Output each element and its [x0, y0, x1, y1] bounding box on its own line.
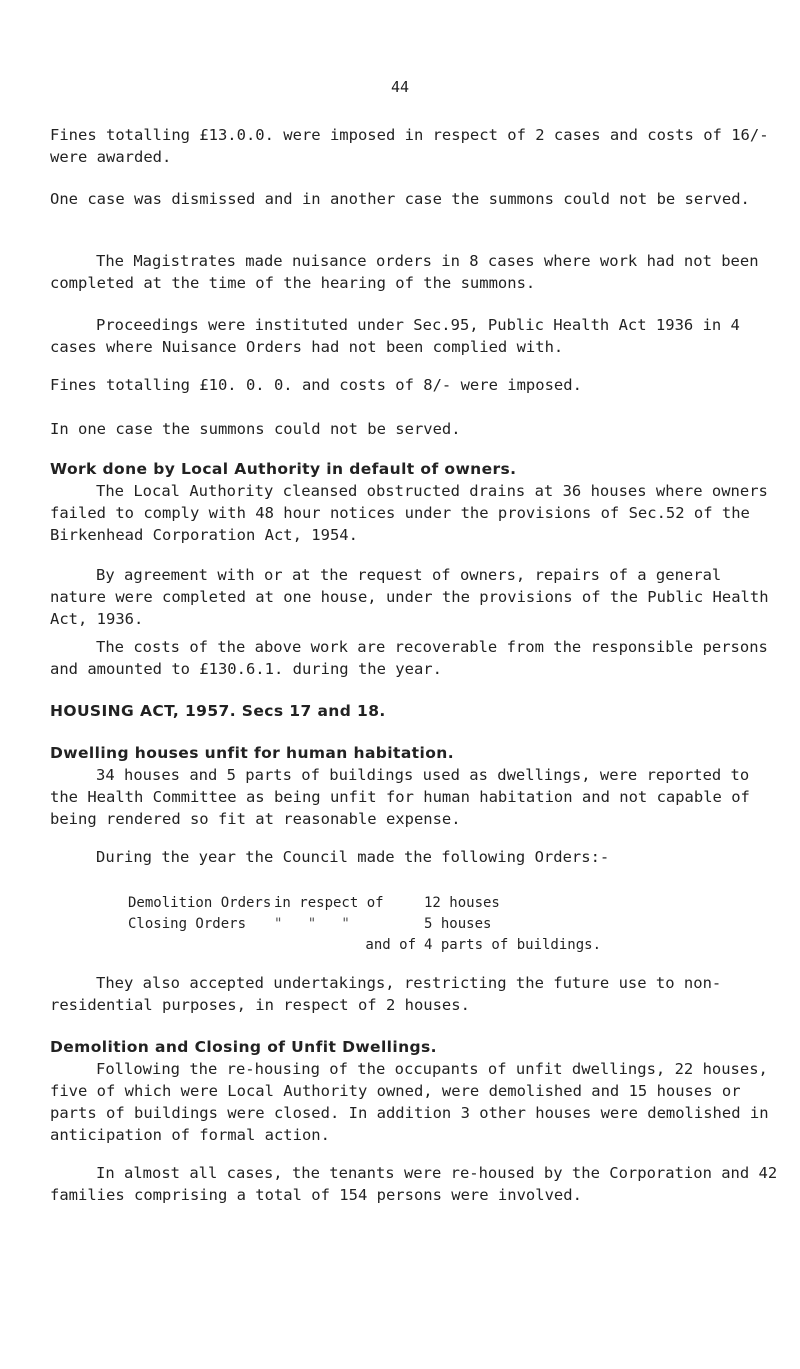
page-number: 44 [390, 78, 410, 96]
orders-and-of: and of [365, 937, 416, 953]
heading-demolition-closing: Demolition and Closing of Unfit Dwellings. [50, 1038, 437, 1056]
orders-value-closing: 5 houses [424, 916, 492, 932]
paragraph-dismissed: One case was dismissed and in another case the summons could not be served. [50, 190, 750, 208]
heading-unfit-dwellings: Dwelling houses unfit for human habitation. [50, 744, 454, 762]
paragraph-orders-intro: During the year the Council made the following Orders:- [96, 848, 610, 866]
orders-label-closing: Closing Orders [128, 916, 247, 932]
orders-row-closing [128, 914, 601, 935]
paragraph-proceedings: Proceedings were instituted under Sec.95, Public Health Act 1936 in 4 cases where Nuisance Orders had not been complied with. [50, 316, 740, 356]
orders-mid-demolition: in respect of [274, 895, 384, 911]
heading-housing-act: HOUSING ACT, 1957. Secs 17 and 18. [50, 702, 386, 720]
orders-label-demolition: Demolition Orders [128, 895, 272, 911]
orders-row-parts [128, 935, 601, 956]
paragraph-undertakings: They also accepted undertakings, restricting the future use to non-residential purposes, in respect of 2 houses. [50, 974, 722, 1014]
paragraph-agreement: By agreement with or at the request of owners, repairs of a general nature were completed at one house, under the provisions of the Public Health Act, 1936. [50, 566, 769, 628]
paragraph-drains: The Local Authority cleansed obstructed drains at 36 houses where owners failed to comply with 48 hour notices under the provisions of Sec.52 of the Birkenhead Corporation Act, 1954. [50, 482, 768, 544]
heading-default-work: Work done by Local Authority in default of owners. [50, 460, 517, 478]
paragraph-not-served: In one case the summons could not be served. [50, 420, 461, 438]
paragraph-fines-2: Fines totalling £10. 0. 0. and costs of 8/- were imposed. [50, 376, 582, 394]
paragraph-rehousing: Following the re-housing of the occupants of unfit dwellings, 22 houses, five of which were Local Authority owned, were demolished and 15 houses or parts of buildings were closed. In addition 3 other houses were demolished in anticipation of formal action. [50, 1060, 769, 1144]
orders-table [128, 893, 601, 956]
paragraph-tenants: In almost all cases, the tenants were re-housed by the Corporation and 42 families comprising a total of 154 persons were involved. [50, 1164, 778, 1204]
orders-value-demolition: 12 houses [424, 895, 500, 911]
paragraph-fines-1: Fines totalling £13.0.0. were imposed in respect of 2 cases and costs of 16/- were awarded. [50, 126, 769, 166]
orders-row-demolition [128, 893, 601, 914]
paragraph-nuisance-orders: The Magistrates made nuisance orders in 8 cases where work had not been completed at the time of the hearing of the summons. [50, 252, 759, 292]
paragraph-unfit-report: 34 houses and 5 parts of buildings used as dwellings, were reported to the Health Committee as being unfit for human habitation and not capable of being rendered so fit at reasonable expense. [50, 766, 750, 828]
orders-mid-closing: " " " [274, 916, 350, 932]
orders-value-parts: 4 parts of buildings. [424, 937, 602, 953]
paragraph-costs: The costs of the above work are recoverable from the responsible persons and amounted to £130.6.1. during the year. [50, 638, 768, 678]
